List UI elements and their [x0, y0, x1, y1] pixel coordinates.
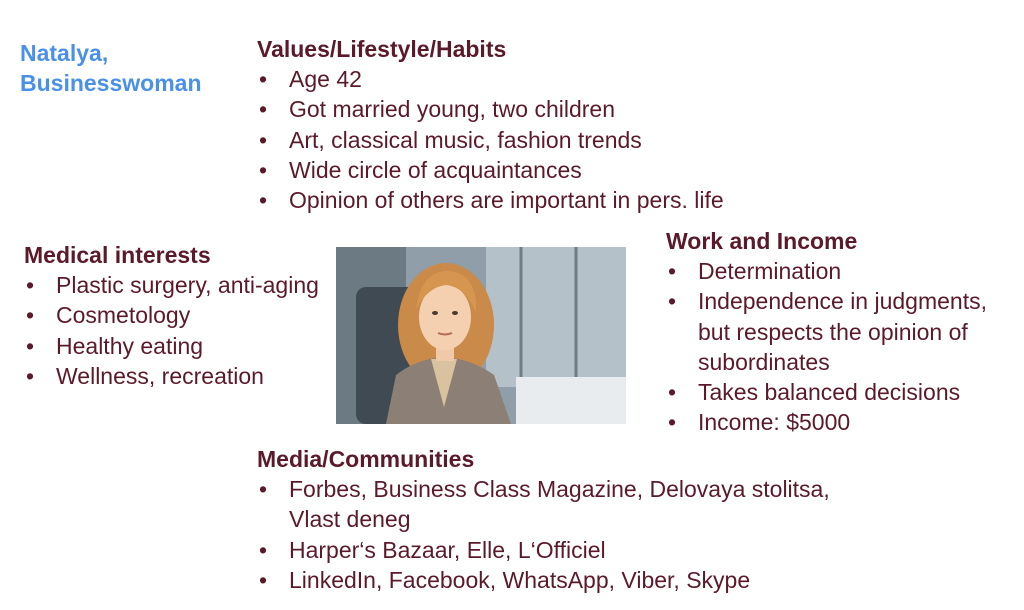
list-item: • Independence in judgments, but respects the opinion of subordinates [666, 286, 1021, 377]
list-item: • Forbes, Business Class Magazine, Delovaya stolitsa, Vlast deneg [257, 474, 857, 535]
persona-name-line2: Businesswoman [20, 70, 202, 96]
list-item: • Income: $5000 [666, 407, 1021, 437]
persona-name [20, 38, 202, 98]
work-heading: Work and Income [666, 228, 858, 254]
list-item: • Wide circle of acquaintances [257, 155, 877, 185]
list-item: • Age 42 [257, 64, 877, 94]
persona-photo-illustration [336, 247, 626, 424]
values-lifestyle-section [257, 34, 877, 215]
values-heading: Values/Lifestyle/Habits [257, 36, 507, 62]
persona-name-line1: Natalya, [20, 40, 109, 66]
list-item: • Harper‘s Bazaar, Elle, L‘Officiel [257, 535, 857, 565]
medical-list [24, 270, 324, 391]
list-item: • Determination [666, 256, 1021, 286]
work-list [666, 256, 1021, 438]
list-item: • Plastic surgery, anti-aging [24, 270, 324, 300]
list-item: • Healthy eating [24, 331, 324, 361]
media-list [257, 474, 857, 595]
list-item: • LinkedIn, Facebook, WhatsApp, Viber, Skype [257, 565, 857, 595]
list-item: • Wellness, recreation [24, 361, 324, 391]
media-communities-section [257, 444, 857, 595]
list-item: • Got married young, two children [257, 94, 877, 124]
values-list [257, 64, 877, 215]
list-item: • Cosmetology [24, 300, 324, 330]
work-income-section [666, 226, 1021, 438]
list-item: • Opinion of others are important in pers. life [257, 185, 877, 215]
medical-heading: Medical interests [24, 242, 211, 268]
medical-interests-section [24, 240, 324, 391]
list-item: • Art, classical music, fashion trends [257, 125, 877, 155]
persona-photo [336, 247, 626, 424]
media-heading: Media/Communities [257, 446, 475, 472]
list-item: • Takes balanced decisions [666, 377, 1021, 407]
